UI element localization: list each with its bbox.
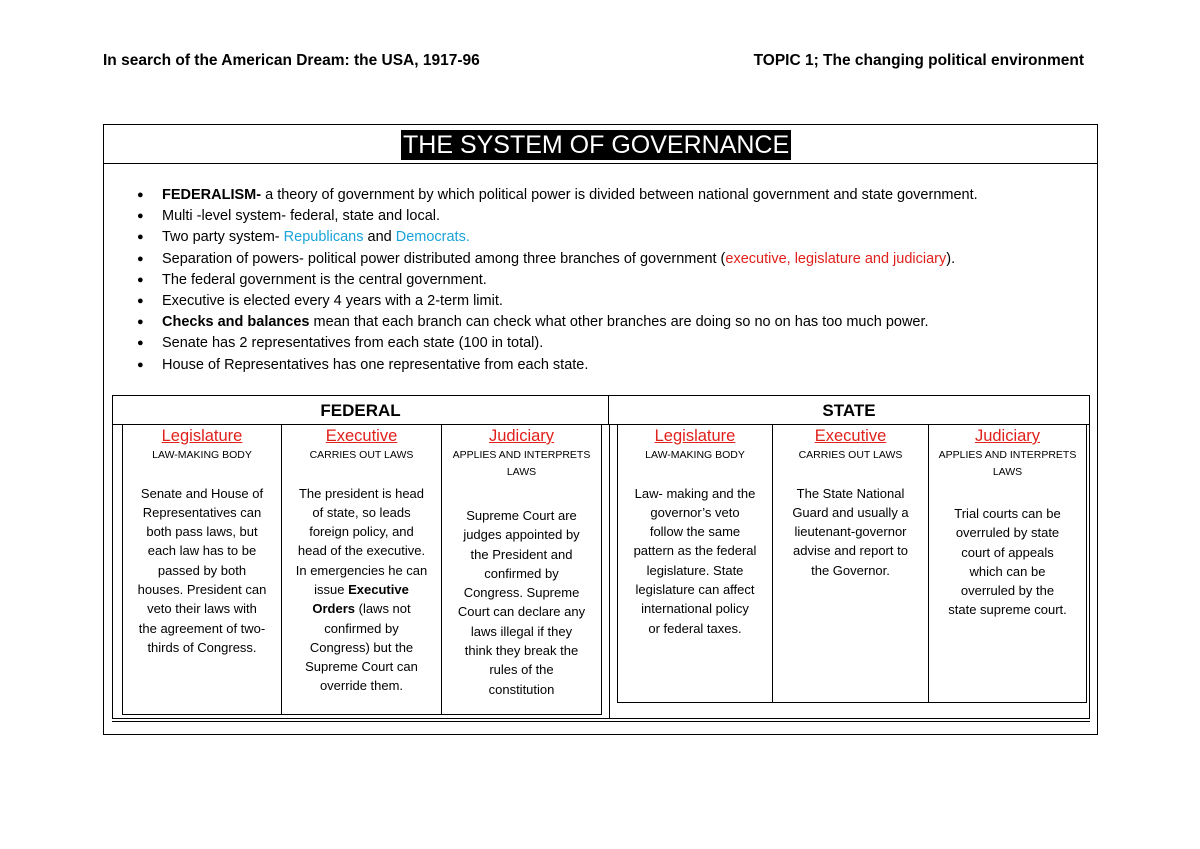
- list-item: ● Separation of powers- political power distributed among three branches of government (executive, legislature and judiciary).: [137, 249, 978, 270]
- list-item: ● FEDERALISM- a theory of government by which political power is divided between national government and state government.: [137, 185, 978, 206]
- title-row: [104, 125, 1097, 164]
- state-judiciary-cell: Judiciary APPLIES AND INTERPRETS LAWS Trial courts can be overruled by state court of appeals which can be overruled by the state supreme court.: [929, 427, 1086, 620]
- list-item: ● Two party system- Republicans and Democrats.: [137, 227, 978, 248]
- federal-judiciary-cell: Judiciary APPLIES AND INTERPRETS LAWS Supreme Court are judges appointed by the President and confirmed by Congress. Supreme Court can declare any laws illegal if they think they break the rules of the constitution: [442, 427, 601, 699]
- list-item: ● Senate has 2 representatives from each state (100 in total).: [137, 333, 978, 354]
- state-legislature-heading: Legislature: [654, 427, 736, 445]
- federal-legislature-text: Senate and House of Representatives can both pass laws, but each law has to be passed by both houses. President can veto their laws with the agreement of two- thirds of Congress.: [137, 485, 267, 655]
- state-header: STATE: [609, 396, 1089, 425]
- federal-executive-cell: Executive CARRIES OUT LAWS The president is head of state, so leads foreign policy, and head of the executive. In emergencies he can issue Executive Orders (laws not confirmed by Congress) but the Supreme Court can override them.: [282, 427, 441, 696]
- table-bottom-rule: [112, 721, 1090, 722]
- state-legislature-text: Law- making and the governor’s veto follow the same pattern as the federal legislature. State legislature can affect international policy or federal taxes.: [633, 485, 757, 636]
- branches-table: [112, 395, 1090, 719]
- header-left-title: In search of the American Dream: the USA, 1917-96: [103, 52, 480, 69]
- header-right-topic: TOPIC 1; The changing political environment: [753, 52, 1084, 69]
- federal-legislature-cell: Legislature LAW-MAKING BODY Senate and House of Representatives can both pass laws, but each law has to be passed by both houses. President can veto their laws with the agreement of two- thirds of Congress.: [123, 427, 281, 657]
- governance-frame: [103, 124, 1098, 735]
- federal-executive-heading: Executive: [325, 427, 398, 445]
- federal-legislature-heading: Legislature: [161, 427, 243, 445]
- list-item: ● The federal government is the central government.: [137, 270, 978, 291]
- list-item: ● Checks and balances mean that each branch can check what other branches are doing so no on has too much power.: [137, 312, 978, 333]
- list-item: ● Executive is elected every 4 years with a 2-term limit.: [137, 291, 978, 312]
- state-judiciary-heading: Judiciary: [974, 427, 1041, 445]
- state-executive-heading: Executive: [814, 427, 887, 445]
- federal-header: FEDERAL: [113, 396, 609, 425]
- state-judiciary-text: Trial courts can be overruled by state court of appeals which can be overruled by the state supreme court.: [948, 506, 1067, 618]
- federal-judiciary-text: Supreme Court are judges appointed by the President and confirmed by Congress. Supreme Court can declare any laws illegal if they think they break the rules of the constitution: [457, 508, 586, 697]
- state-executive-text: The State National Guard and usually a lieutenant-governor advise and report to the Governor.: [792, 485, 909, 578]
- federal-judiciary-heading: Judiciary: [488, 427, 555, 445]
- list-item: ● House of Representatives has one representative from each state.: [137, 355, 978, 376]
- page-title: THE SYSTEM OF GOVERNANCE: [403, 131, 790, 159]
- state-executive-cell: Executive CARRIES OUT LAWS The State National Guard and usually a lieutenant-governor advise and report to the Governor.: [773, 427, 928, 580]
- key-points-list: [137, 185, 978, 376]
- federal-executive-text: The president is head of state, so leads foreign policy, and head of the executive. In emergencies he can issue Executive Orders (laws not confirmed by Congress) but the Supreme Court can override them.: [295, 485, 428, 694]
- state-legislature-cell: Legislature LAW-MAKING BODY Law- making and the governor’s veto follow the same pattern as the federal legislature. State legislature can affect international policy or federal taxes.: [618, 427, 772, 638]
- list-item: ● Multi -level system- federal, state and local.: [137, 206, 978, 227]
